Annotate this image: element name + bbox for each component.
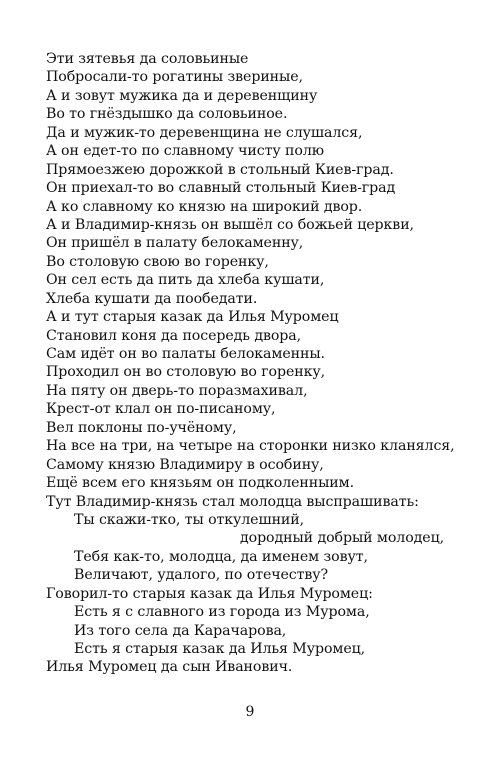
poem-line: Самому князю Владимиру в особину, [46, 456, 324, 473]
poem-line: Тебя как-то, молодца, да именем зовут, [74, 548, 368, 565]
poem-line: Он сел есть да пить да хлеба кушати, [46, 272, 325, 289]
poem-line: Крест-от клал он по-писаному, [46, 401, 276, 418]
poem-line: А и зовут мужика да и деревенщину [46, 87, 318, 104]
poem-line: Да и мужик-то деревенщина не слушался, [46, 124, 363, 141]
poem-line: Есть я с славного из города из Мурома, [74, 604, 370, 621]
poem-line: Из того села да Карачарова, [74, 622, 287, 639]
poem-line: Есть я старыя казак да Илья Муромец, [74, 641, 366, 657]
poem-line: Говорил-то старыя казак да Илья Муромец: [46, 585, 373, 602]
poem-line: Он пришёл в палату белокаменну, [46, 235, 304, 252]
poem-line: Прямоезжею дорожкой в стольный Киев-град. [46, 161, 394, 178]
poem-line: Хлеба кушати да пообедати. [46, 290, 258, 307]
poem-line: Побросали-то рогатины звериные, [46, 69, 303, 86]
poem-line: Проходил он во столовую во горенку, [46, 364, 326, 381]
poem-line: Ещё всем его князьям он подколенныим. [46, 475, 355, 492]
poem-line: Эти зятевья да соловьиные [46, 51, 249, 67]
poem-line: Величают, удалого, по отечеству? [74, 567, 329, 584]
poem-line: Вел поклоны по-учёному, [46, 419, 237, 436]
poem-line: А и тут старыя казак да Илья Муромец [46, 309, 339, 326]
poem-line: Илья Муромец да сын Иванович. [46, 659, 293, 676]
poem-text [46, 50, 486, 677]
poem-line: Ты скажи-тко, ты откулешний, [74, 511, 305, 528]
poem-line: На все на три, на четыре на сторонки низко кланялся, [46, 438, 455, 455]
poem-line: Тут Владимир-князь стал молодца выспрашивать: [46, 493, 419, 510]
poem-line: Он приехал-то во славный стольный Киев-град [46, 180, 396, 197]
poem-line: А и Владимир-князь он вышёл со божьей церкви, [46, 216, 414, 233]
poem-line: Во столовую свою во горенку, [46, 253, 269, 270]
poem-line: А он едет-то по славному чисту полю [46, 143, 324, 160]
poem-line: А ко славному ко князю на широкий двор. [46, 198, 363, 215]
poem-line: Сам идёт он во палаты белокаменны. [46, 346, 325, 362]
page-number: 9 [245, 704, 255, 720]
poem-line: дородный добрый молодец, [240, 530, 445, 547]
poem-line: На пяту он дверь-то поразмахивал, [46, 382, 308, 399]
poem-line: Во то гнёздышко да соловьиное. [46, 106, 288, 123]
poem-line: Становил коня да посередь двора, [46, 327, 302, 344]
